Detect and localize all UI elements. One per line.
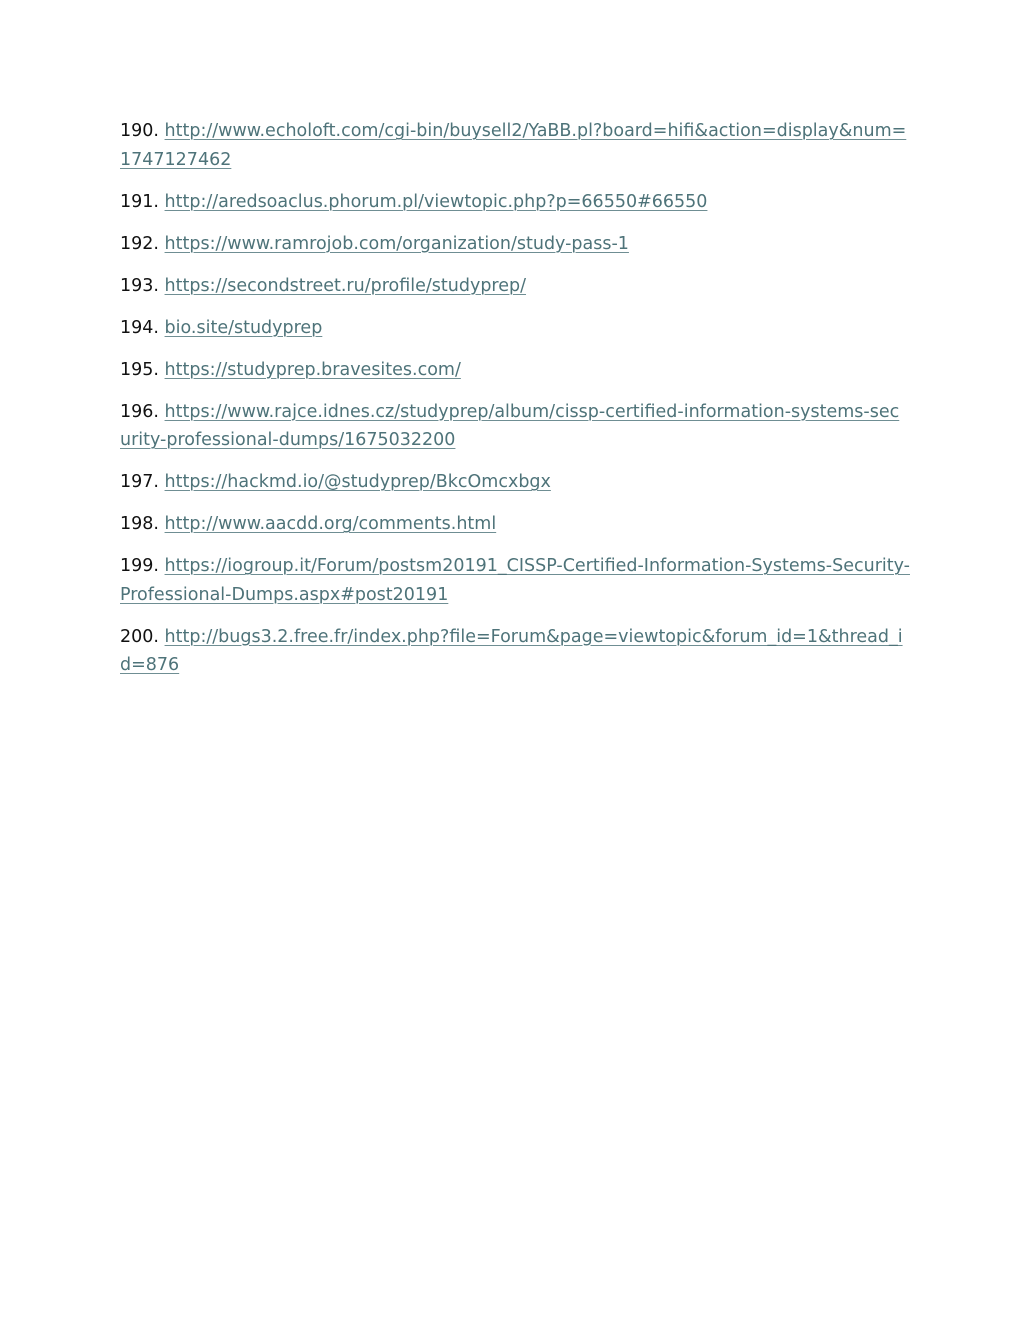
item-number: 191. (120, 191, 159, 212)
item-number: 193. (120, 275, 159, 296)
list-item (120, 510, 910, 539)
list-item (120, 117, 910, 174)
item-link[interactable]: bio.site/studyprep (164, 317, 323, 338)
item-number: 190. (120, 121, 159, 141)
item-link[interactable]: https://hackmd.io/@studyprep/BkcOmcxbgx (164, 472, 551, 492)
item-number: 195. (120, 359, 159, 380)
item-link[interactable]: http://www.echoloft.com/cgi-bin/buysell2/YaBB.pl?board=hifi&action=display&num=1747127462 (120, 121, 907, 170)
item-number: 200. (120, 626, 159, 647)
list-item (120, 552, 910, 609)
list-item (120, 398, 910, 455)
item-link[interactable]: https://www.ramrojob.com/organization/study-pass-1 (164, 233, 629, 254)
item-link[interactable]: http://aredsoaclus.phorum.pl/viewtopic.php?p=66550#66550 (164, 191, 708, 212)
item-number: 194. (120, 317, 159, 338)
list-item (120, 272, 910, 301)
item-number: 199. (120, 556, 159, 576)
item-number: 192. (120, 233, 159, 254)
item-link[interactable]: http://www.aacdd.org/comments.html (164, 514, 497, 534)
list-item (120, 188, 910, 217)
list-item (120, 468, 910, 497)
list-item (120, 623, 910, 680)
item-link[interactable]: https://iogroup.it/Forum/postsm20191_CISSP-Certified-Information-Systems-Security-Professional-Dumps.aspx#post20191 (120, 556, 910, 605)
list-item (120, 230, 910, 259)
item-number: 196. (120, 401, 159, 422)
link-list (120, 117, 910, 693)
item-link[interactable]: https://studyprep.bravesites.com/ (164, 359, 461, 380)
item-link[interactable]: http://bugs3.2.free.fr/index.php?file=Forum&page=viewtopic&forum_id=1&thread_id=876 (120, 626, 903, 675)
item-number: 197. (120, 472, 159, 492)
list-item (120, 314, 910, 343)
item-number: 198. (120, 514, 159, 534)
list-item (120, 356, 910, 385)
item-link[interactable]: https://www.rajce.idnes.cz/studyprep/album/cissp-certified-information-systems-security-professional-dumps/1675032200 (120, 401, 900, 450)
item-link[interactable]: https://secondstreet.ru/profile/studyprep/ (164, 275, 527, 296)
